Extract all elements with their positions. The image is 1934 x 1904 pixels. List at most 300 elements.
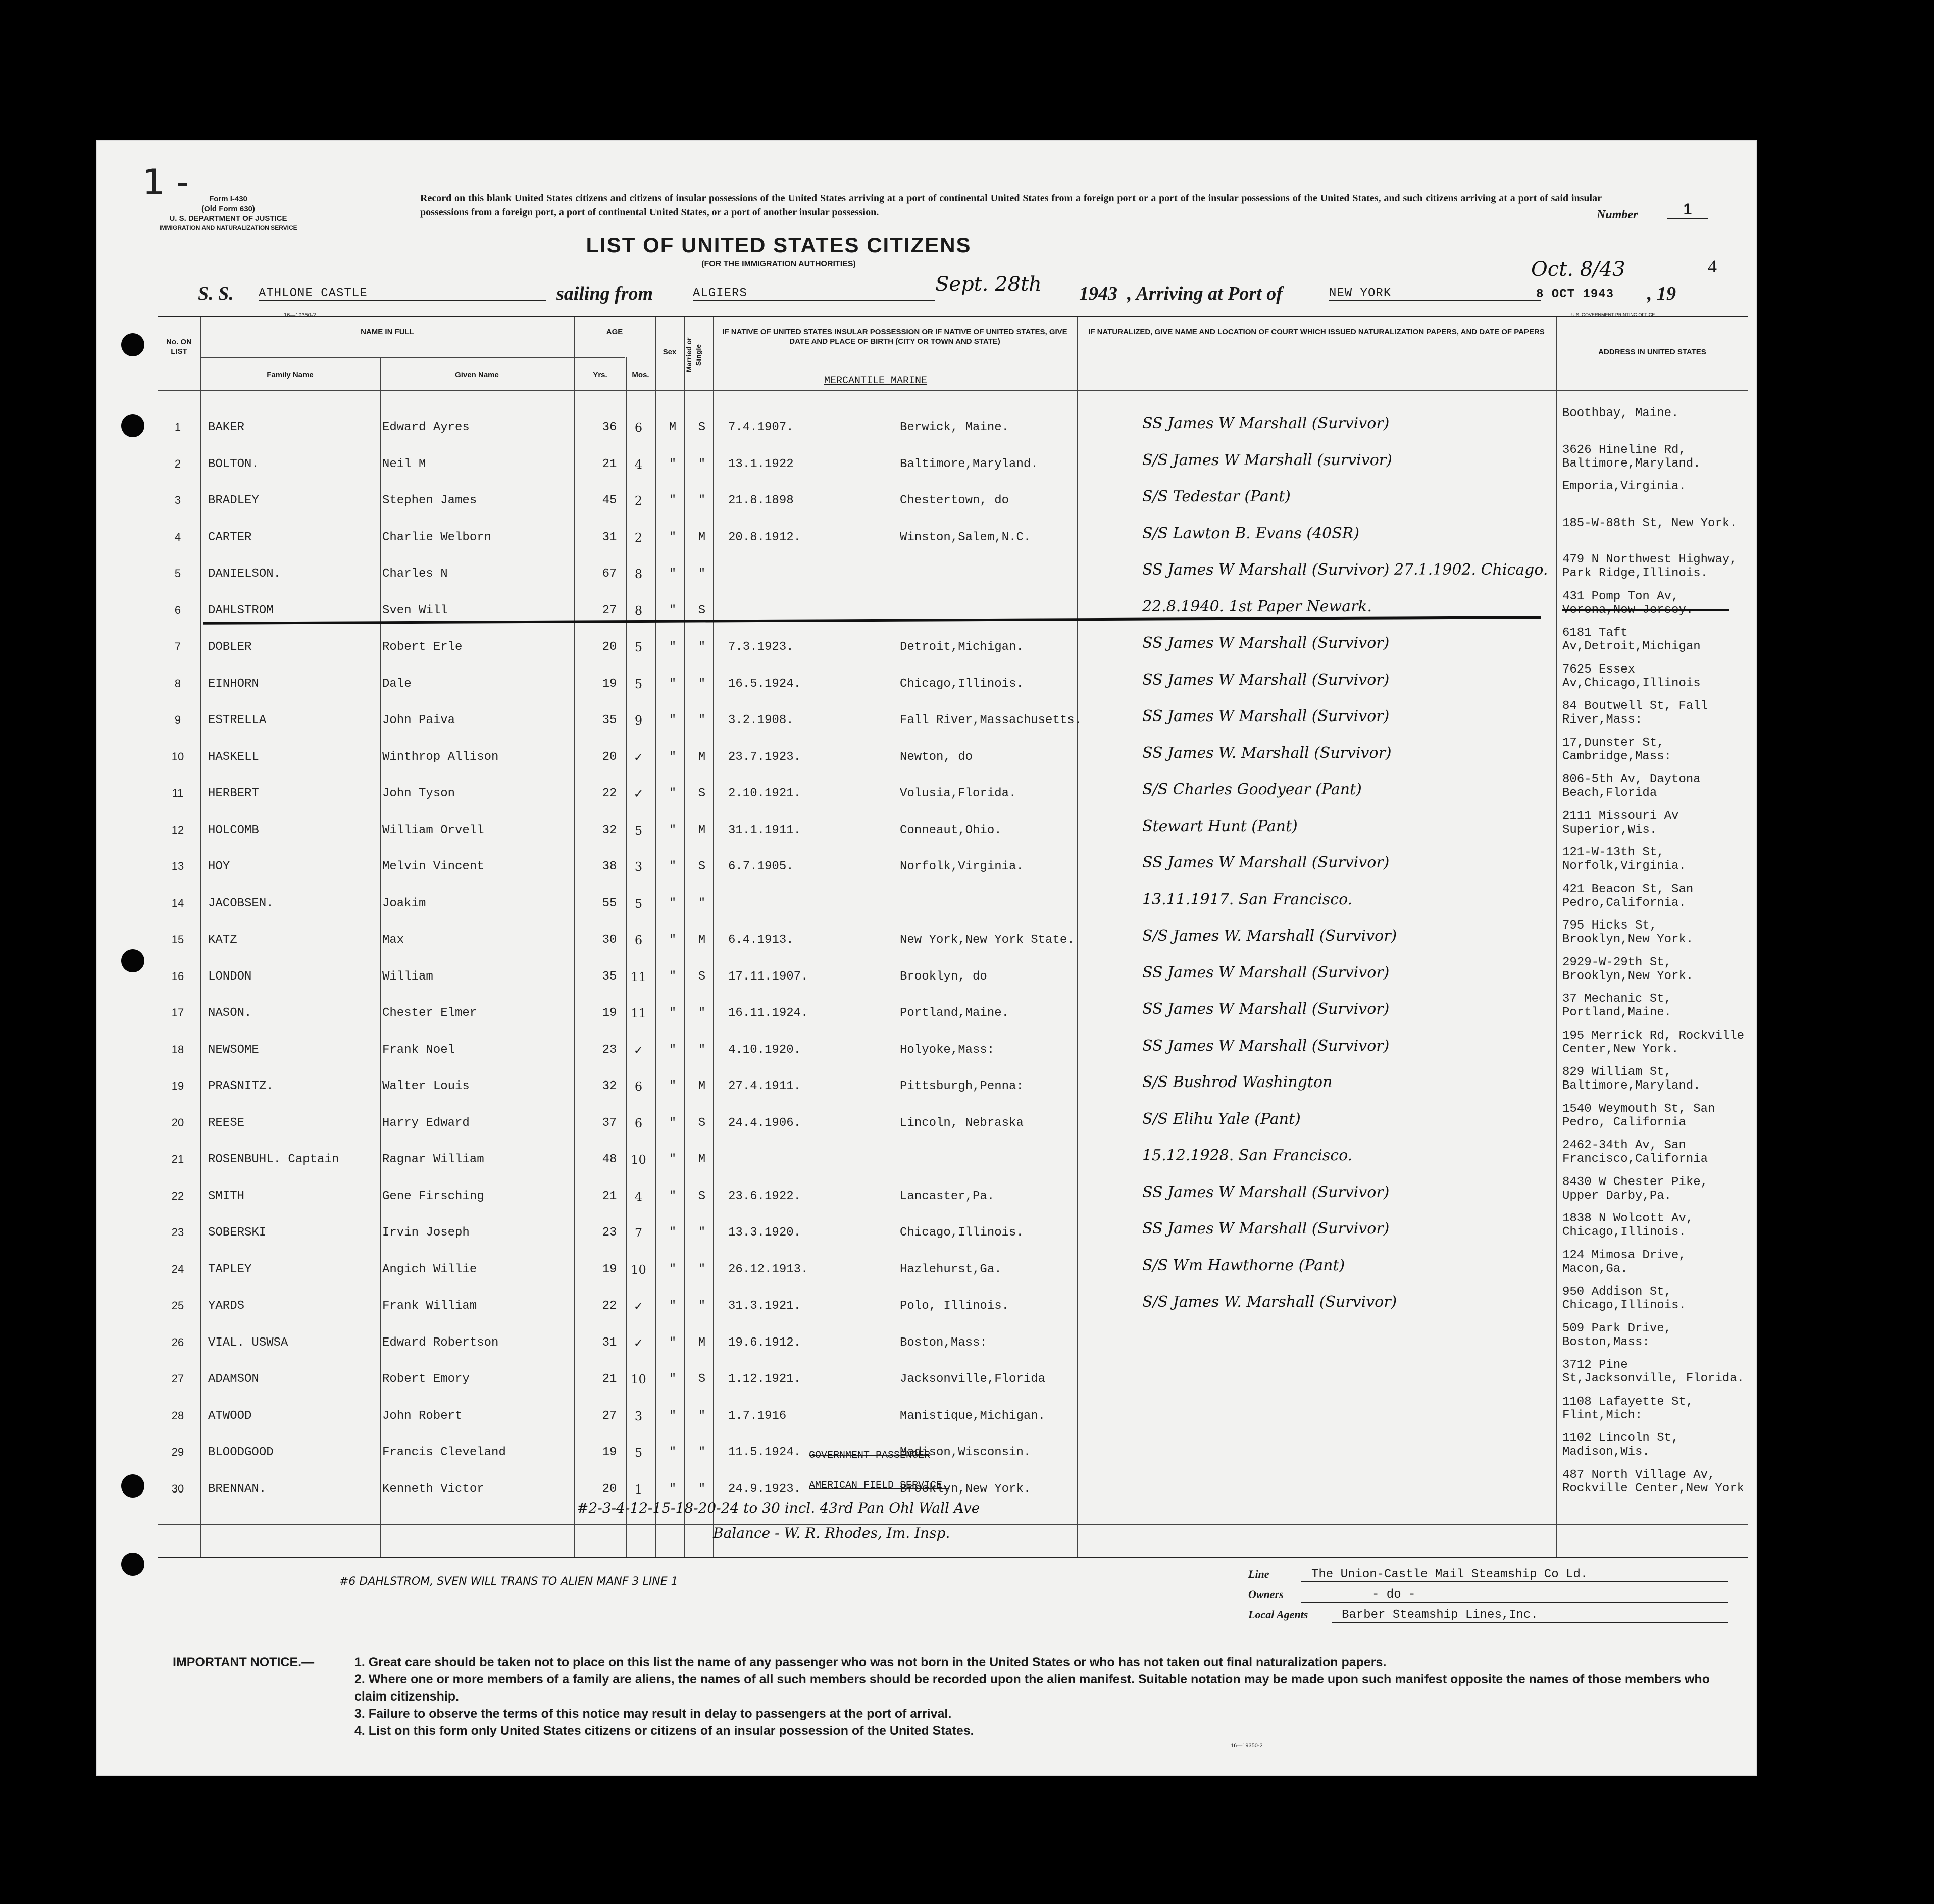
sex: " (669, 860, 677, 873)
table-row (158, 773, 1748, 817)
age-months: ✓ (633, 750, 644, 764)
birth-place: Conneaut,Ohio. (900, 823, 1002, 837)
family-name: DOBLER (208, 640, 252, 654)
age-years: 35 (602, 713, 617, 727)
sex: " (669, 530, 677, 544)
age-months: 2 (634, 494, 643, 508)
age-years: 31 (602, 530, 617, 544)
family-name: CARTER (208, 530, 252, 544)
sex: " (669, 1335, 677, 1350)
birth-place: Boston,Mass: (900, 1335, 987, 1350)
row-number: 5 (174, 567, 181, 580)
form-code-bottom: 16—19350-2 (1231, 1743, 1263, 1749)
birth-place: Holyoke,Mass: (900, 1043, 995, 1057)
row-number: 16 (171, 969, 184, 983)
sex: " (669, 750, 677, 764)
address: 1102 Lincoln St, Madison,Wis. (1562, 1431, 1679, 1459)
family-name: KATZ (208, 933, 237, 947)
row-number: 14 (171, 896, 184, 909)
address: 195 Merrick Rd, Rockville Center,New York. (1562, 1028, 1745, 1056)
age-months: 4 (634, 1189, 643, 1204)
address: 7625 Essex Av,Chicago,Illinois (1562, 662, 1701, 690)
given-name: Chester Elmer (382, 1006, 477, 1020)
table-row (158, 1065, 1748, 1110)
row-number: 4 (174, 530, 181, 543)
address: Emporia,Virginia. (1562, 480, 1686, 493)
birth-date: 31.1.1911. (728, 823, 801, 837)
address: 479 N Northwest Highway, Park Ridge,Illinois. (1562, 553, 1737, 580)
printing-office: U.S. GOVERNMENT PRINTING OFFICE (1571, 312, 1655, 317)
family-name: BLOODGOOD (208, 1446, 274, 1459)
address: 84 Boutwell St, Fall River,Mass: (1562, 699, 1708, 727)
age-months: 5 (634, 677, 643, 691)
sex: " (669, 969, 677, 984)
birth-place: Volusia,Florida. (900, 787, 1016, 800)
header-married: Married or Single (685, 337, 702, 373)
age-years: 19 (602, 677, 617, 691)
record-instructions: Record on this blank United States citizens and citizens of insular possessions of the United States arriving at a port of continental United States from a foreign port or a port of the insular possessions of the United States, and such citizens arriving at a port of said insular possessions from a foreign port, a port of continental United States, or a port of another insular possession. (420, 193, 1602, 218)
naturalization-note: 22.8.1940. 1st Paper Newark. (1142, 597, 1372, 615)
family-name: NASON. (208, 1006, 252, 1020)
row-number: 12 (171, 823, 184, 836)
age-months: ✓ (633, 787, 644, 801)
sex: " (669, 494, 677, 507)
family-name: JACOBSEN. (208, 896, 274, 910)
naturalization-note: S/S James W Marshall (survivor) (1142, 451, 1392, 469)
naturalization-note: SS James W Marshall (Survivor) (1142, 854, 1390, 871)
age-years: 48 (602, 1153, 617, 1166)
given-name: Sven Will (382, 603, 448, 617)
table-row (158, 589, 1748, 634)
table-row (158, 662, 1748, 707)
age-years: 23 (602, 1043, 617, 1057)
marital-status: " (698, 1409, 706, 1423)
address-strike (1562, 609, 1729, 611)
naturalization-note: S/S Elihu Yale (Pant) (1142, 1110, 1301, 1128)
age-months: 10 (631, 1262, 646, 1277)
line-value: The Union-Castle Mail Steamship Co Ld. (1301, 1568, 1728, 1582)
row-number: 7 (174, 640, 181, 653)
row-number: 11 (172, 787, 184, 799)
agents-value: Barber Steamship Lines,Inc. (1332, 1608, 1728, 1623)
birth-place: Berwick, Maine. (900, 421, 1009, 434)
row-number: 29 (171, 1446, 184, 1458)
port-arrival: NEW YORK (1329, 287, 1541, 301)
notice-items (354, 1654, 1713, 1739)
number-label: Number (1597, 208, 1638, 221)
page-mark: 4 (1708, 256, 1717, 276)
age-months: 8 (634, 567, 643, 581)
age-years: 23 (602, 1226, 617, 1240)
family-name: BAKER (208, 421, 245, 434)
naturalization-note: SS James W. Marshall (Survivor) (1142, 744, 1392, 762)
manifest-page (97, 141, 1756, 1775)
steamship-line-info (1248, 1568, 1728, 1628)
given-name: Frank Noel (382, 1043, 455, 1057)
given-name: Irvin Joseph (382, 1226, 470, 1240)
family-name: PRASNITZ. (208, 1079, 274, 1093)
row-number: 6 (174, 603, 181, 616)
given-name: Walter Louis (382, 1079, 470, 1093)
sex: " (669, 603, 677, 617)
table-row (158, 480, 1748, 524)
table-row (158, 626, 1748, 671)
age-months: 5 (634, 1446, 643, 1460)
row-number: 26 (171, 1335, 184, 1349)
given-name: Charlie Welborn (382, 530, 492, 544)
age-months: ✓ (633, 1335, 644, 1350)
marital-status: M (698, 823, 706, 837)
table-row (158, 1358, 1748, 1403)
age-years: 20 (602, 750, 617, 764)
age-months: 7 (634, 1226, 643, 1240)
sex: " (669, 713, 677, 727)
address: 421 Beacon St, San Pedro,California. (1562, 882, 1694, 910)
marital-status: " (698, 640, 706, 654)
address: 124 Mimosa Drive, Macon,Ga. (1562, 1248, 1686, 1276)
marital-status: " (698, 1043, 706, 1057)
age-months: 4 (634, 457, 643, 472)
age-months: 5 (634, 896, 643, 911)
age-months: 11 (631, 1006, 646, 1020)
age-years: 21 (602, 1189, 617, 1203)
age-months: 9 (634, 713, 643, 728)
arrival-date-hand: Oct. 8/43 (1531, 258, 1625, 281)
marital-status: " (698, 1482, 706, 1496)
naturalization-note: S/S Lawton B. Evans (40SR) (1142, 524, 1360, 542)
family-name: DANIELSON. (208, 567, 281, 581)
birth-date: 7.4.1907. (728, 421, 794, 434)
header-yrs: Yrs. (593, 371, 607, 379)
ss-label: S. S. (198, 283, 234, 304)
age-months: 6 (634, 421, 643, 435)
notice-heading: IMPORTANT NOTICE.— (173, 1655, 315, 1669)
given-name: Joakim (382, 896, 426, 910)
table-row (158, 443, 1748, 488)
birth-place: Chicago,Illinois. (900, 677, 1024, 691)
header-birth: IF NATIVE OF UNITED STATES INSULAR POSSESSION OR IF NATIVE OF UNITED STATES, GIVE DATE AND PLACE OF BIRTH (CITY OR TOWN AND STATE) (722, 328, 1067, 346)
birth-place: Polo, Illinois. (900, 1299, 1009, 1313)
birth-place: Winston,Salem,N.C. (900, 530, 1031, 544)
address: 431 Pomp Ton Av, Verona,New Jersey. (1562, 589, 1694, 617)
table-row (158, 736, 1748, 781)
age-years: 20 (602, 640, 617, 654)
family-name: BRADLEY (208, 494, 259, 507)
age-years: 32 (602, 1079, 617, 1093)
marital-status: S (698, 1189, 706, 1203)
birth-place: Hazlehurst,Ga. (900, 1262, 1002, 1276)
row-number: 19 (171, 1079, 184, 1092)
birth-place: Baltimore,Maryland. (900, 457, 1038, 471)
row-number: 24 (171, 1262, 184, 1275)
transfer-note: #6 DAHLSTROM, SVEN WILL TRANS TO ALIEN MANF 3 LINE 1 (339, 1575, 678, 1588)
row-number: 1 (174, 421, 181, 433)
row-number: 18 (171, 1043, 184, 1056)
given-name: Winthrop Allison (382, 750, 499, 764)
naturalization-note: S/S Wm Hawthorne (Pant) (1142, 1256, 1345, 1274)
sex: " (669, 933, 677, 947)
marital-status: S (698, 421, 706, 434)
birth-place: Portland,Maine. (900, 1006, 1009, 1020)
marital-status: S (698, 969, 706, 984)
age-months: 6 (634, 1116, 643, 1130)
age-years: 45 (602, 494, 617, 507)
family-name: ATWOOD (208, 1409, 252, 1423)
sex: " (669, 1153, 677, 1166)
age-years: 35 (602, 969, 617, 984)
address: 487 North Village Av, Rockville Center,New York (1562, 1468, 1745, 1496)
notice-item: 3. Failure to observe the terms of this notice may result in delay to passengers at the port of arrival. (354, 1707, 952, 1721)
department: U. S. DEPARTMENT OF JUSTICE (169, 214, 287, 223)
table-row (158, 516, 1748, 561)
birth-place: Lincoln, Nebraska (900, 1116, 1024, 1130)
sex: " (669, 1446, 677, 1459)
age-years: 36 (602, 421, 617, 434)
address: 6181 Taft Av,Detroit,Michigan (1562, 626, 1701, 653)
family-name: HOLCOMB (208, 823, 259, 837)
row-number: 21 (171, 1153, 184, 1165)
given-name: Charles N (382, 567, 448, 581)
birth-date: 3.2.1908. (728, 713, 794, 727)
old-form: (Old Form 630) (201, 204, 255, 213)
marital-status: " (698, 1006, 706, 1020)
page-subtitle: (FOR THE IMMIGRATION AUTHORITIES) (701, 260, 856, 268)
sex: " (669, 1372, 677, 1386)
sex: " (669, 896, 677, 910)
marital-status: " (698, 1262, 706, 1276)
marital-status: M (698, 933, 706, 947)
marital-status: " (698, 1226, 706, 1240)
age-years: 20 (602, 1482, 617, 1496)
given-name: Edward Robertson (382, 1335, 499, 1350)
age-years: 55 (602, 896, 617, 910)
address: 37 Mechanic St, Portland,Maine. (1562, 992, 1672, 1019)
marital-status: " (698, 1446, 706, 1459)
year-label: , 19 (1647, 283, 1676, 304)
family-name: HERBERT (208, 787, 259, 800)
birth-date: 17.11.1907. (728, 969, 808, 984)
address: 950 Addison St, Chicago,Illinois. (1562, 1285, 1686, 1312)
line-label: Line (1248, 1568, 1269, 1580)
corner-mark: 1 - (142, 162, 189, 203)
given-name: Angich Willie (382, 1262, 477, 1276)
family-name: VIAL. USWSA (208, 1335, 288, 1350)
family-name: DAHLSTROM (208, 603, 274, 617)
age-years: 19 (602, 1262, 617, 1276)
age-months: 10 (631, 1372, 646, 1386)
given-name: Edward Ayres (382, 421, 470, 434)
age-months: 10 (631, 1153, 646, 1167)
service: IMMIGRATION AND NATURALIZATION SERVICE (159, 224, 297, 231)
age-months: 6 (634, 933, 643, 947)
handwritten-note: #2-3-4-12-15-18-20-24 to 30 incl. 43rd Pan Ohl Wall Ave (577, 1500, 980, 1516)
marital-status: " (698, 677, 706, 691)
given-name: William Orvell (382, 823, 484, 837)
birth-date: 16.5.1924. (728, 677, 801, 691)
given-name: John Paiva (382, 713, 455, 727)
table-row (158, 955, 1748, 1000)
age-months: ✓ (633, 1043, 644, 1057)
birth-date: 13.3.1920. (728, 1226, 801, 1240)
sex: " (669, 1299, 677, 1313)
age-years: 32 (602, 823, 617, 837)
table-row (158, 1028, 1748, 1073)
family-name: NEWSOME (208, 1043, 259, 1057)
given-name: Ragnar William (382, 1153, 484, 1166)
naturalization-note: SS James W Marshall (Survivor) (1142, 1000, 1390, 1018)
birth-date: 24.9.1923. (728, 1482, 801, 1496)
age-months: ✓ (633, 1299, 644, 1313)
birth-place: Fall River,Massachusetts. (900, 713, 1082, 727)
form-code: 16—19350-2 (284, 312, 316, 318)
family-name: BRENNAN. (208, 1482, 267, 1496)
birth-place: New York,New York State. (900, 933, 1075, 947)
marital-status: S (698, 1116, 706, 1130)
table-row (158, 1175, 1748, 1220)
row-number: 25 (171, 1299, 184, 1312)
age-years: 22 (602, 787, 617, 800)
birth-date: 1.12.1921. (728, 1372, 801, 1386)
naturalization-note: S/S Bushrod Washington (1142, 1073, 1333, 1091)
row-number: 28 (171, 1409, 184, 1422)
age-months: 2 (634, 530, 643, 545)
row-number: 17 (171, 1006, 184, 1019)
inspector-note: Balance - W. R. Rhodes, Im. Insp. (713, 1525, 950, 1541)
punch-hole (121, 949, 144, 972)
sex: " (669, 787, 677, 800)
age-months: 3 (634, 860, 643, 874)
table-row (158, 809, 1748, 854)
table-row (158, 1431, 1748, 1476)
birth-date: 27.4.1911. (728, 1079, 801, 1093)
address: 509 Park Drive, Boston,Mass: (1562, 1321, 1672, 1349)
sex: " (669, 567, 677, 581)
birth-date: 19.6.1912. (728, 1335, 801, 1350)
birth-place: Madison,Wisconsin. (900, 1446, 1031, 1459)
birth-place: Detroit,Michigan. (900, 640, 1024, 654)
given-name: William (382, 969, 433, 984)
age-years: 30 (602, 933, 617, 947)
age-years: 21 (602, 457, 617, 471)
table-row (158, 919, 1748, 963)
row-number: 20 (171, 1116, 184, 1129)
family-name: EINHORN (208, 677, 259, 691)
given-name: Harry Edward (382, 1116, 470, 1130)
birth-place: Newton, do (900, 750, 973, 764)
marital-status: " (698, 896, 706, 910)
row-number: 2 (174, 457, 181, 470)
family-name: SMITH (208, 1189, 245, 1203)
naturalization-note: SS James W Marshall (Survivor) (1142, 671, 1390, 689)
notice-item: 4. List on this form only United States citizens or citizens of an insular possession of the United States. (354, 1724, 974, 1738)
birth-date: 16.11.1924. (728, 1006, 808, 1020)
row-number: 23 (171, 1226, 184, 1239)
table-row (158, 1395, 1748, 1439)
port-from: ALGIERS (693, 287, 935, 301)
family-name: SOBERSKI (208, 1226, 267, 1240)
birth-place: Manistique,Michigan. (900, 1409, 1046, 1423)
passenger-table (158, 316, 1748, 1558)
naturalization-note: SS James W Marshall (Survivor) 27.1.1902. Chicago. (1142, 561, 1548, 579)
birth-date: 26.12.1913. (728, 1262, 808, 1276)
given-name: Dale (382, 677, 412, 691)
age-months: 11 (631, 969, 646, 984)
marital-status: S (698, 603, 706, 617)
table-row (158, 553, 1748, 597)
birth-date: 1.7.1916 (728, 1409, 787, 1423)
marital-status: M (698, 750, 706, 764)
marital-status: M (698, 1079, 706, 1093)
birth-date: 11.5.1924. (728, 1446, 801, 1459)
birth-place: Chestertown, do (900, 494, 1009, 507)
age-months: 8 (634, 603, 643, 618)
header-family-name: Family Name (267, 371, 314, 379)
naturalization-note: SS James W Marshall (Survivor) (1142, 707, 1390, 725)
row-number: 3 (174, 494, 181, 506)
family-name: ESTRELLA (208, 713, 267, 727)
sex: " (669, 1116, 677, 1130)
given-name: Neil M (382, 457, 426, 471)
row-number: 10 (171, 750, 184, 763)
address: 17,Dunster St, Cambridge,Mass: (1562, 736, 1672, 763)
address: 1838 N Wolcott Av, Chicago,Illinois. (1562, 1212, 1694, 1239)
header-name-in-full: NAME IN FULL (361, 328, 414, 336)
sex: " (669, 1043, 677, 1057)
address: 1108 Lafayette St, Flint,Mich: (1562, 1395, 1694, 1422)
family-name: ROSENBUHL. Captain (208, 1153, 339, 1166)
birth-place: Norfolk,Virginia. (900, 860, 1024, 873)
header-address: ADDRESS IN UNITED STATES (1598, 348, 1706, 356)
punch-hole (121, 414, 144, 437)
given-name: Francis Cleveland (382, 1446, 506, 1459)
given-name: John Tyson (382, 787, 455, 800)
age-years: 19 (602, 1006, 617, 1020)
age-years: 21 (602, 1372, 617, 1386)
address: 2111 Missouri Av Superior,Wis. (1562, 809, 1679, 837)
row-number: 22 (171, 1189, 184, 1202)
table-row (158, 1321, 1748, 1366)
family-name: YARDS (208, 1299, 245, 1313)
naturalization-note: SS James W Marshall (Survivor) (1142, 963, 1390, 982)
birth-date: 6.4.1913. (728, 933, 794, 947)
family-name: LONDON (208, 969, 252, 984)
sailing-date: Sept. 28th (935, 273, 1042, 296)
table-row (158, 846, 1748, 890)
family-name: HASKELL (208, 750, 259, 764)
page-title: LIST OF UNITED STATES CITIZENS (586, 233, 972, 257)
sex: " (669, 677, 677, 691)
birth-date: 4.10.1920. (728, 1043, 801, 1057)
age-years: 67 (602, 567, 617, 581)
form-identification (137, 194, 319, 233)
naturalization-note: SS James W Marshall (Survivor) (1142, 415, 1390, 432)
table-row (158, 699, 1748, 744)
header-given-name: Given Name (455, 371, 499, 379)
age-months: 6 (634, 1079, 643, 1094)
naturalization-note: S/S James W. Marshall (Survivor) (1142, 927, 1397, 945)
table-row (158, 1102, 1748, 1147)
address: 2462-34th Av, San Francisco,California (1562, 1139, 1708, 1166)
section-mercantile-marine: MERCANTILE MARINE (824, 375, 928, 387)
marital-status: S (698, 787, 706, 800)
birth-date: 24.4.1906. (728, 1116, 801, 1130)
birth-date: 23.6.1922. (728, 1189, 801, 1203)
birth-place: Chicago,Illinois. (900, 1226, 1024, 1240)
table-row (158, 1212, 1748, 1256)
marital-status: M (698, 530, 706, 544)
sex: " (669, 1079, 677, 1093)
address: 806-5th Av, Daytona Beach,Florida (1562, 773, 1701, 800)
